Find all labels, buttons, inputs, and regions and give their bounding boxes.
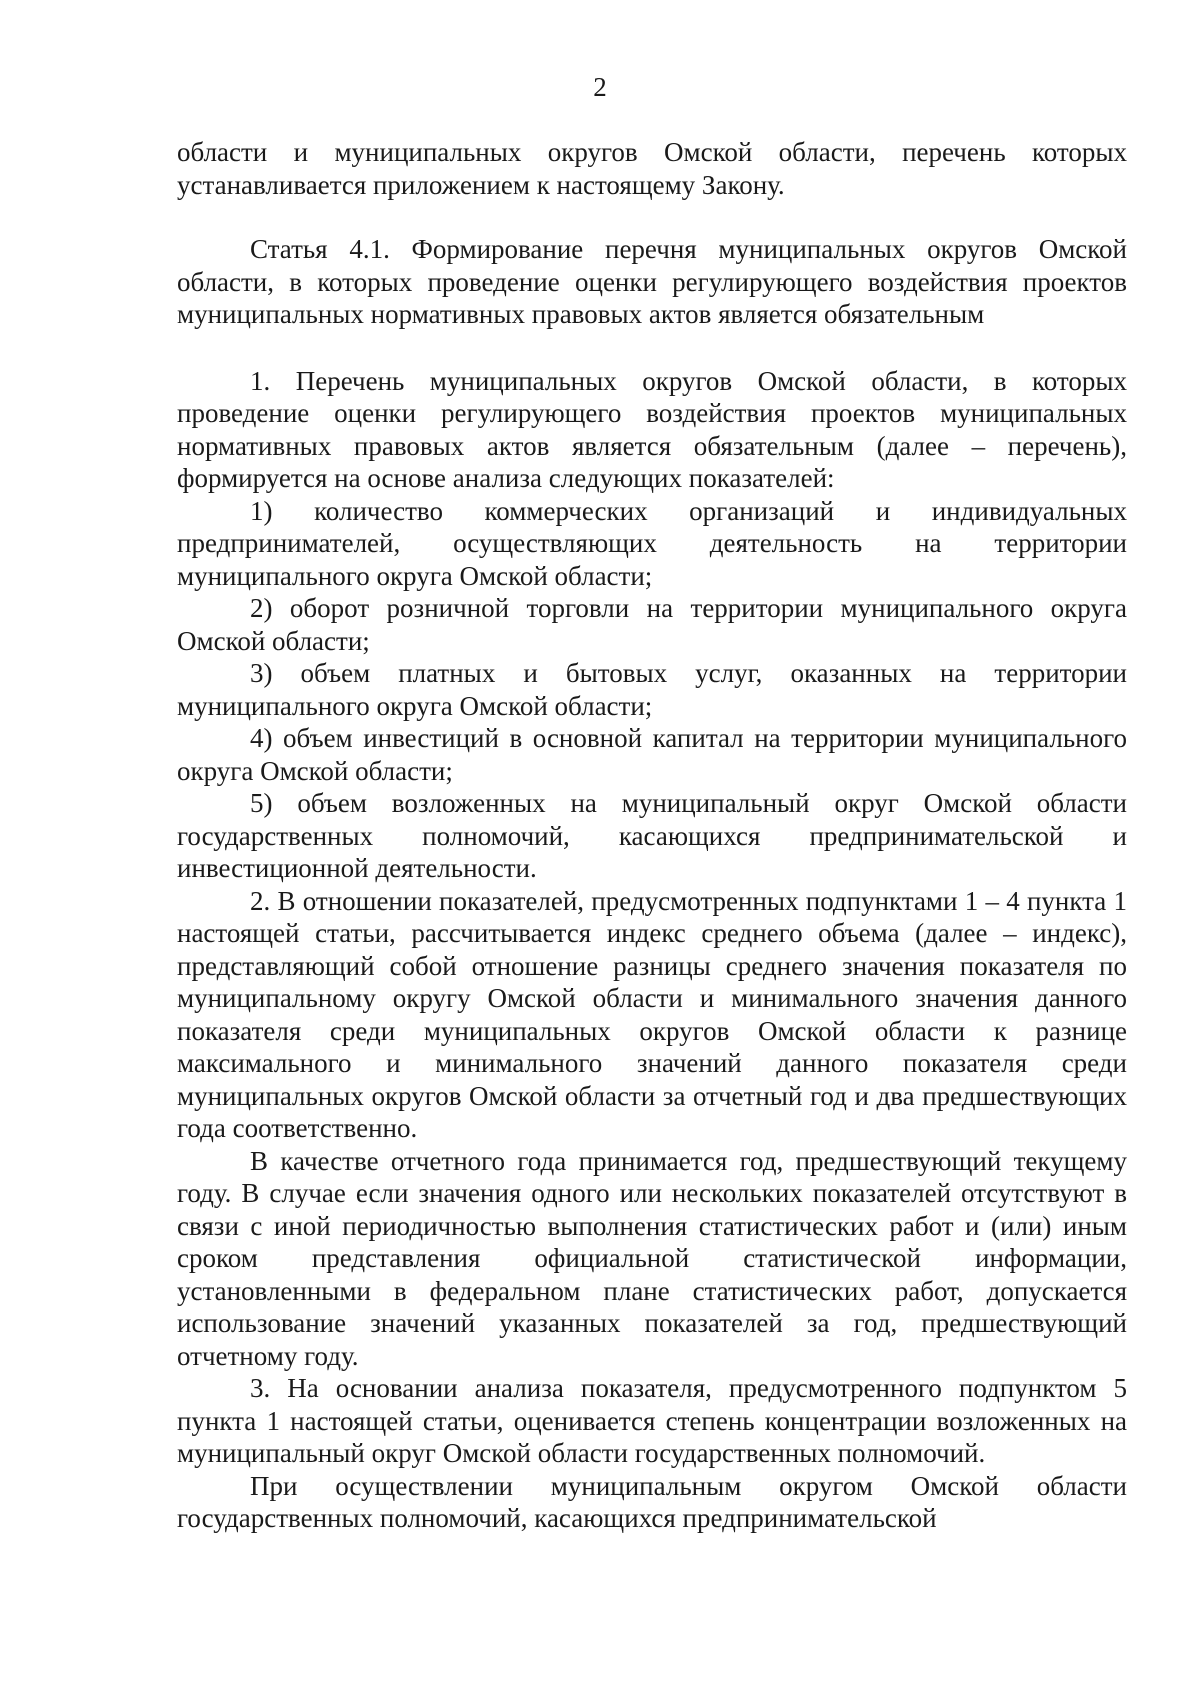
subitem-3: 3) объем платных и бытовых услуг, оказанных на территории муниципального округа Омской области; (177, 658, 1127, 721)
subitem-2: 2) оборот розничной торговли на территории муниципального округа Омской области; (177, 593, 1127, 656)
paragraph-item-1: 1. Перечень муниципальных округов Омской области, в которых проведение оценки регулирующего воздействия проектов муниципальных нормативных правовых актов является обязательным (далее – перечень), формируется на основе анализа следующих показателей: (177, 365, 1127, 493)
paragraph-item-3-continued: При осуществлении муниципальным округом Омской области государственных полномочий, касающихся предпринимательской (177, 1470, 1127, 1533)
subitem-5: 5) объем возложенных на муниципальный округ Омской области государственных полномочий, касающихся предпринимательской и инвестиционной деятельности. (177, 788, 1127, 883)
article-heading: Статья 4.1. Формирование перечня муниципальных округов Омской области, в которых проведение оценки регулирующего воздействия проектов муниципальных нормативных правовых актов является обязательным (177, 234, 1127, 329)
paragraph-item-3: 3. На основании анализа показателя, предусмотренного подпунктом 5 пункта 1 настоящей статьи, оценивается степень концентрации возложенных на муниципальный округ Омской области государственных полномочий. (177, 1373, 1127, 1468)
paragraph-item-2-continued: В качестве отчетного года принимается год, предшествующий текущему году. В случае если значения одного или нескольких показателей отсутствуют в связи с иной периодичностью выполнения статистических работ и (или) иным сроком представления официальной статистической информации, установленными в федеральном плане статистических работ, допускается использование значений указанных показателей за год, предшествующий отчетному году. (177, 1145, 1127, 1371)
subitem-4: 4) объем инвестиций в основной капитал на территории муниципального округа Омской области; (177, 723, 1127, 786)
paragraph-continuation: области и муниципальных округов Омской области, перечень которых устанавливается приложением к настоящему Закону. (177, 137, 1127, 200)
subitem-1: 1) количество коммерческих организаций и индивидуальных предпринимателей, осуществляющих деятельность на территории муниципального округа Омской области; (177, 495, 1127, 591)
paragraph-item-2: 2. В отношении показателей, предусмотренных подпунктами 1 – 4 пункта 1 настоящей статьи, рассчитывается индекс среднего объема (далее – индекс), представляющий собой отношение разницы среднего значения показателя по муниципальному округу Омской области и минимального значения данного показателя среди муниципальных округов Омской области к разнице максимального и минимального значений данного показателя среди муниципальных округов Омской области за отчетный год и два предшествующих года соответственно. (177, 885, 1127, 1143)
page-number: 2 (593, 72, 607, 102)
document-body (177, 136, 1127, 1535)
